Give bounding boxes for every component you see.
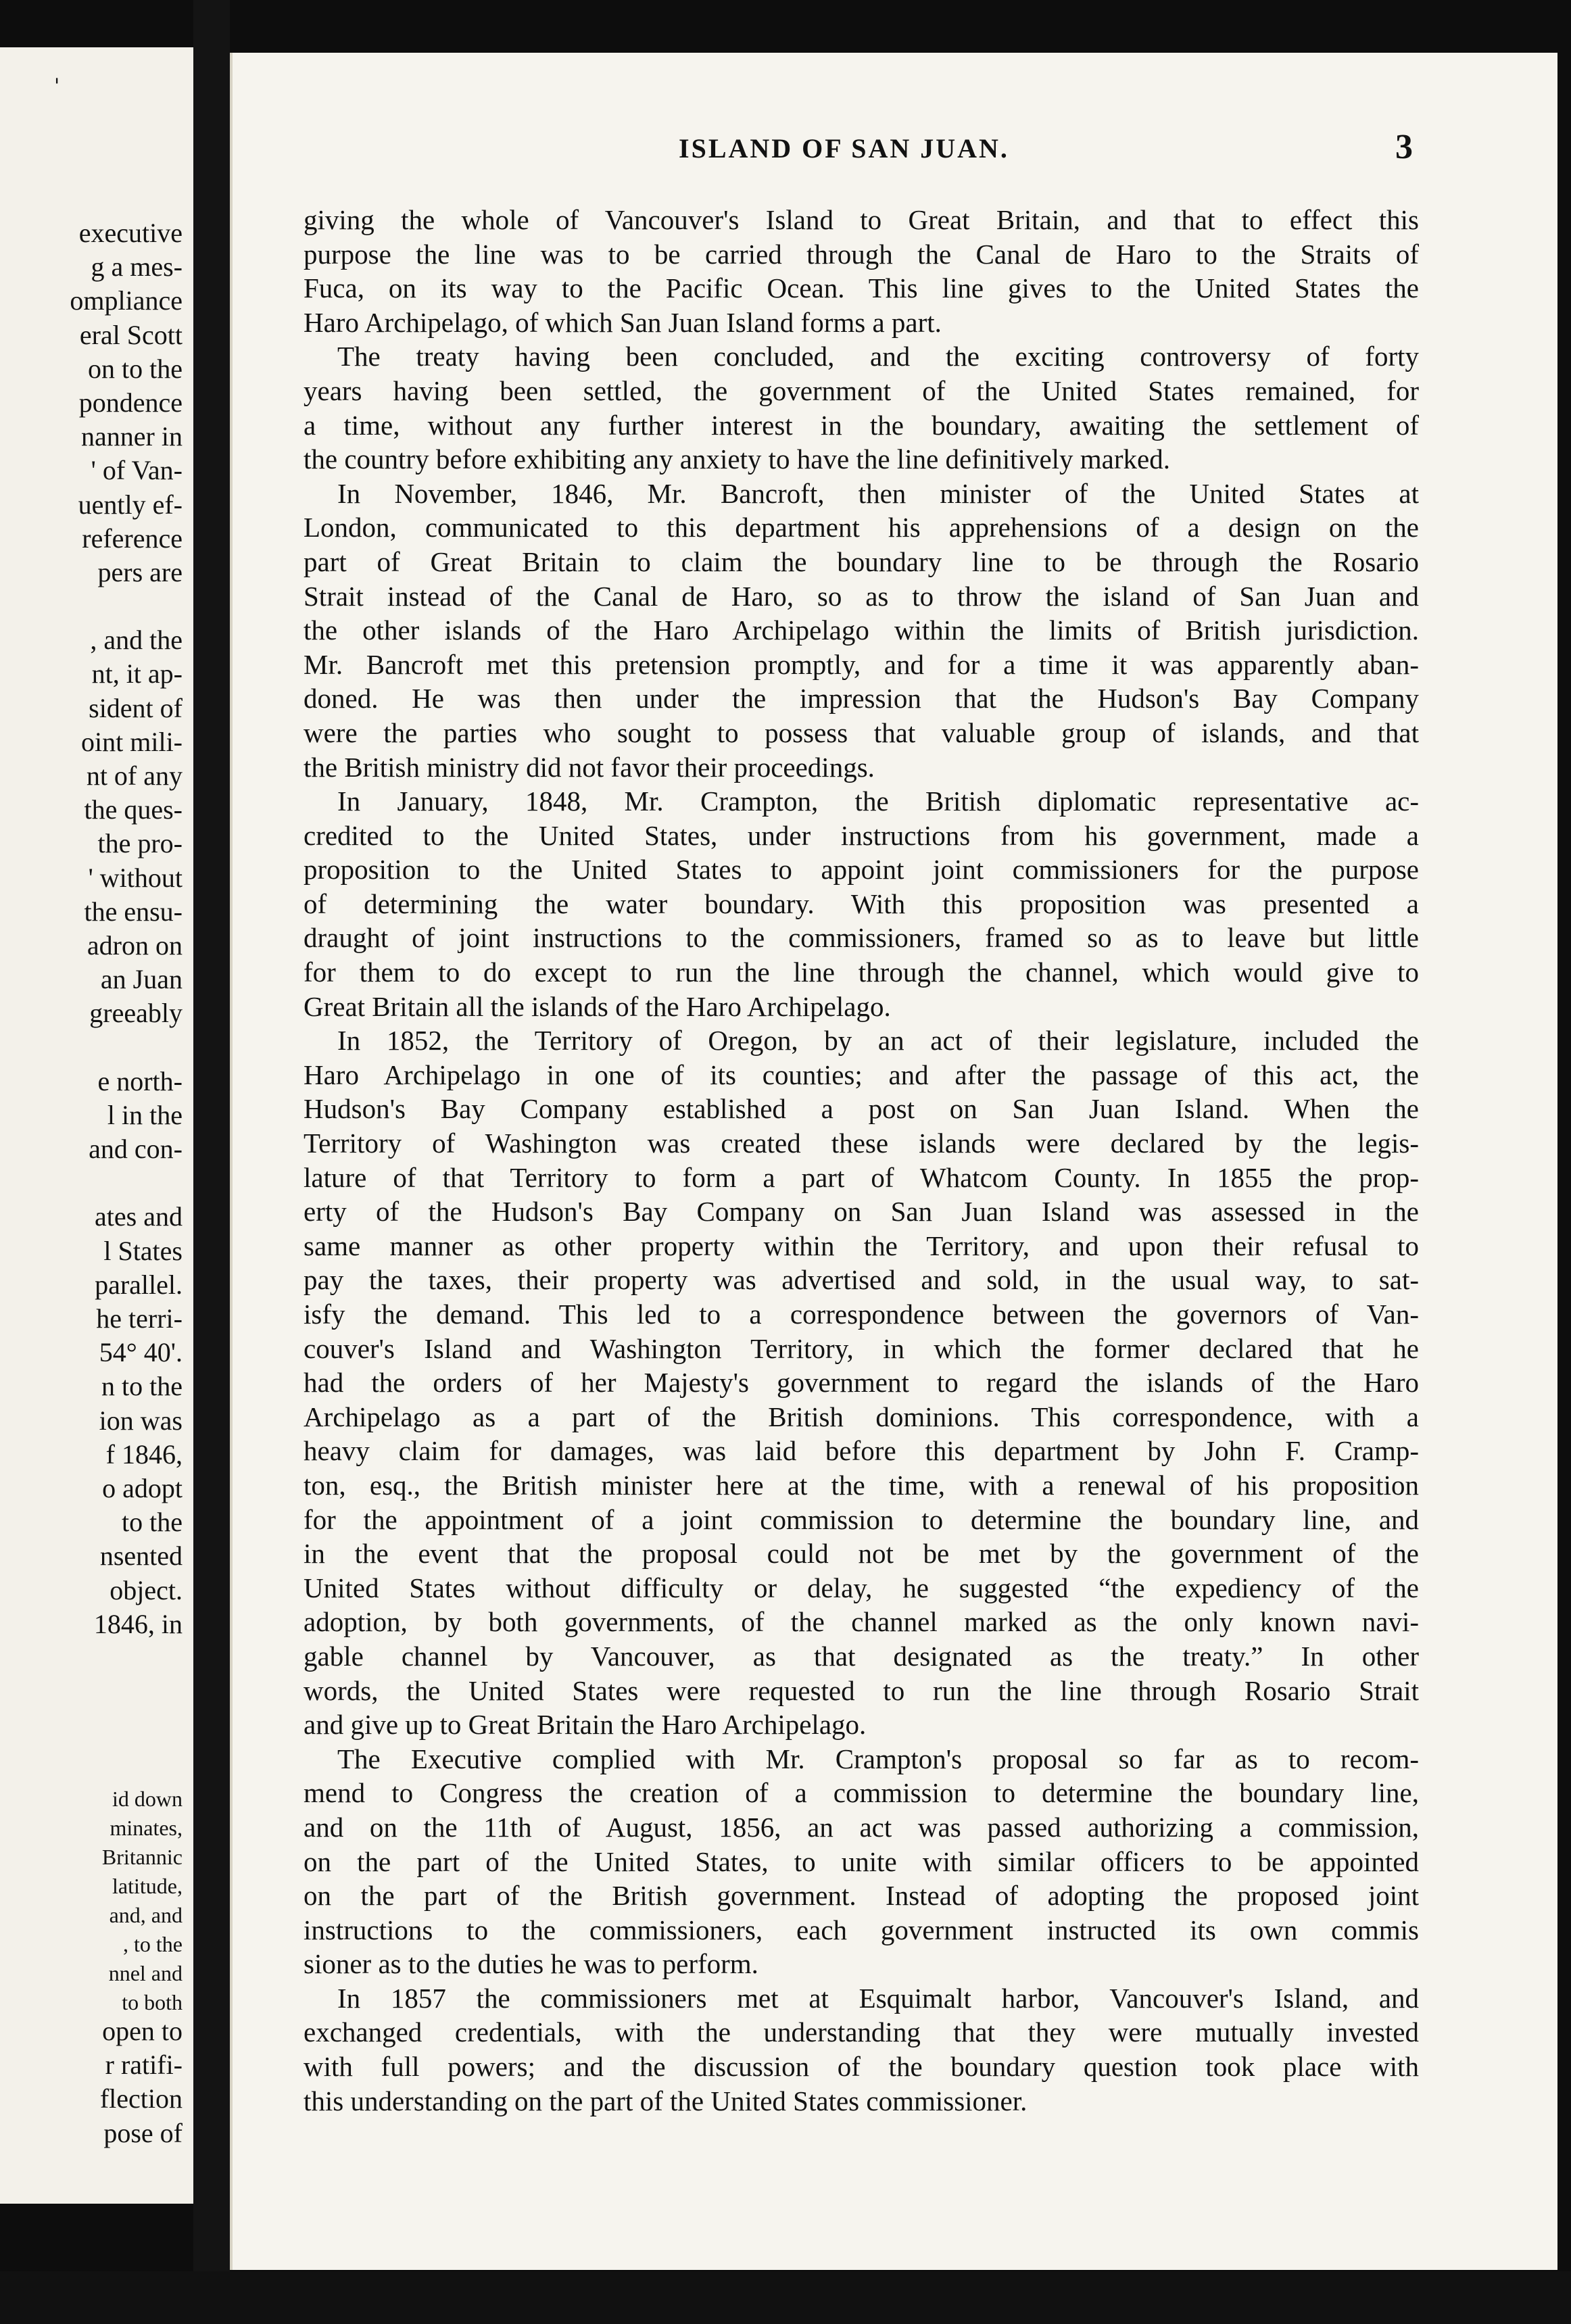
text-line: purpose the line was to be carried through the Canal de Haro to the Straits of: [304, 238, 1419, 270]
facing-page-mark: ': [54, 74, 60, 98]
facing-page-line: an Juan: [100, 964, 183, 995]
facing-page-line: ompliance: [70, 285, 183, 316]
page-number: 3: [1395, 128, 1413, 166]
facing-page-line: r ratifi-: [105, 2050, 183, 2081]
facing-page-line: [0, 589, 183, 623]
facing-page-line: and, and: [109, 1903, 183, 1927]
facing-page-line: ates and: [95, 1201, 183, 1232]
text-line: in the event that the proposal could not be met by the government of the: [304, 1538, 1419, 1570]
text-line: with full powers; and the discussion of the boundary question took place with: [304, 2051, 1419, 2083]
text-line: Great Britain all the islands of the Haro Archipelago.: [304, 990, 891, 1022]
text-line: doned. He was then under the impression that the Hudson's Bay Company: [304, 683, 1419, 715]
text-line: draught of joint instructions to the commissioners, framed so as to leave but little: [304, 922, 1419, 954]
text-line: lature of that Territory to form a part of Whatcom County. In 1855 the prop-: [304, 1161, 1419, 1193]
text-line: years having been settled, the government of the United States remained, for: [304, 374, 1419, 406]
facing-page-line: ' without: [88, 862, 183, 893]
text-line: Strait instead of the Canal de Haro, so as to throw the island of San Juan and: [304, 580, 1419, 612]
paragraph: [304, 339, 1419, 476]
facing-page-line: nnel and: [108, 1961, 183, 1985]
facing-page-footnote: [0, 1785, 183, 2017]
text-line: instructions to the commissioners, each government instructed its own commis: [304, 1914, 1419, 1945]
facing-page-line: , to the: [123, 1932, 183, 1956]
text-line: words, the United States were requested to run the line through Rosario Strait: [304, 1674, 1419, 1706]
facing-page-line: , and the: [90, 625, 183, 656]
facing-page-line: g a mes-: [91, 251, 183, 283]
facing-page-line: nsented: [99, 1541, 183, 1572]
facing-page-line: pose of: [103, 2117, 183, 2148]
text-line: United States without difficulty or delay, he suggested “the expediency of the: [304, 1572, 1419, 1603]
text-line: Territory of Washington was created these islands were declared by the legis-: [304, 1128, 1419, 1159]
text-line: In January, 1848, Mr. Crampton, the British diplomatic representative ac-: [337, 785, 1419, 817]
text-line: giving the whole of Vancouver's Island to Great Britain, and that to effect this: [304, 204, 1419, 235]
facing-page-line: adron on: [87, 929, 183, 961]
facing-page-line: greeably: [89, 998, 183, 1029]
text-line: the country before exhibiting any anxiety to have the line definitively marked.: [304, 443, 1170, 475]
facing-page-line: f 1846,: [105, 1438, 183, 1470]
page: [230, 53, 1557, 2270]
text-line: mend to Congress the creation of a commission to determine the boundary line,: [304, 1777, 1419, 1809]
text-line: same manner as other property within the Territory, and upon their refusal to: [304, 1230, 1419, 1261]
text-line: the British ministry did not favor their proceedings.: [304, 751, 875, 783]
facing-page-line: 54° 40'.: [99, 1337, 183, 1368]
facing-page-line: executive: [78, 218, 183, 248]
text-line: had the orders of her Majesty's government to regard the islands of the Haro: [304, 1367, 1419, 1399]
text-line: The Executive complied with Mr. Crampton's proposal so far as to recom-: [337, 1743, 1419, 1774]
text-line: on the part of the British government. Instead of adopting the proposed joint: [304, 1880, 1419, 1912]
facing-page-line: the pro-: [97, 828, 183, 859]
facing-page-line: l States: [103, 1235, 183, 1266]
text-line: a time, without any further interest in the boundary, awaiting the settlement of: [304, 409, 1419, 441]
text-line: the other islands of the Haro Archipelago within the limits of British jurisdiction.: [304, 614, 1419, 646]
text-line: for them to do except to run the line through the channel, which would give to: [304, 957, 1419, 988]
facing-page-line: [0, 1166, 183, 1200]
facing-page-line: 1846, in: [93, 1608, 183, 1639]
facing-page-line: open to: [102, 2016, 183, 2046]
text-line: sioner as to the duties he was to perform.: [304, 1948, 758, 1980]
facing-page-line: nt, it ap-: [91, 658, 183, 689]
text-line: Mr. Bancroft met this pretension promptly, and for a time it was apparently aban-: [304, 648, 1419, 680]
facing-page-line: he terri-: [96, 1303, 183, 1334]
paragraph: [304, 784, 1419, 1023]
text-line: gable channel by Vancouver, as that designated as the treaty.” In other: [304, 1640, 1419, 1672]
facing-page-line: sident of: [89, 692, 183, 723]
facing-page-line: nt of any: [86, 760, 183, 791]
facing-page-line: flection: [99, 2083, 183, 2114]
text-line: adoption, by both governments, of the channel marked as the only known navi-: [304, 1606, 1419, 1638]
text-line: Archipelago as a part of the British dominions. This correspondence, with a: [304, 1401, 1419, 1432]
facing-page-line: parallel.: [95, 1269, 183, 1300]
text-line: credited to the United States, under instructions from his government, made a: [304, 819, 1419, 851]
paragraph: [304, 203, 1419, 339]
facing-page-line: e north-: [97, 1065, 183, 1096]
text-line: The treaty having been concluded, and the exciting controversy of forty: [337, 341, 1419, 372]
text-line: of determining the water boundary. With this proposition was presented a: [304, 888, 1419, 919]
facing-page-text-bottom: [0, 2014, 183, 2150]
text-line: Fuca, on its way to the Pacific Ocean. This line gives to the United States the: [304, 272, 1419, 304]
facing-page-line: minates,: [110, 1816, 183, 1840]
text-line: In 1857 the commissioners met at Esquimalt harbor, Vancouver's Island, and: [337, 1982, 1419, 2014]
text-line: and give up to Great Britain the Haro Archipelago.: [304, 1709, 867, 1741]
facing-page-line: pers are: [97, 556, 183, 587]
text-line: isfy the demand. This led to a correspondence between the governors of Van-: [304, 1299, 1419, 1330]
text-line: Haro Archipelago, of which San Juan Island forms a part.: [304, 306, 942, 338]
facing-page-line: object.: [110, 1574, 183, 1605]
text-line: this understanding on the part of the United States commissioner.: [304, 2085, 1028, 2116]
text-line: pay the taxes, their property was advertised and sold, in the usual way, to sat-: [304, 1264, 1419, 1296]
facing-page-line: [0, 1031, 183, 1065]
text-line: exchanged credentials, with the understanding that they were mutually invested: [304, 2016, 1419, 2048]
text-line: part of Great Britain to claim the boundary line to be through the Rosario: [304, 546, 1419, 577]
facing-page-line: on to the: [88, 353, 183, 384]
text-line: on the part of the United States, to unite with similar officers to be appointed: [304, 1845, 1419, 1877]
facing-page-line: id down: [112, 1787, 183, 1811]
facing-page-line: nanner in: [81, 421, 183, 452]
running-title: ISLAND OF SAN JUAN.: [679, 133, 1009, 164]
facing-page-line: the ensu-: [84, 896, 183, 927]
facing-page-line: ' of Van-: [91, 455, 183, 486]
text-line: In 1852, the Territory of Oregon, by an act of their legislature, included the: [337, 1025, 1419, 1057]
facing-page-line: to the: [122, 1507, 183, 1538]
body-text: [304, 203, 1419, 2118]
text-line: Haro Archipelago in one of its counties; and after the passage of this act, the: [304, 1059, 1419, 1090]
text-line: Hudson's Bay Company established a post on San Juan Island. When the: [304, 1093, 1419, 1125]
text-line: heavy claim for damages, was laid before this department by John F. Cramp-: [304, 1435, 1419, 1467]
paragraph: [304, 1981, 1419, 2118]
facing-page-line: the ques-: [84, 794, 183, 825]
text-line: ton, esq., the British minister here at the time, with a renewal of his proposition: [304, 1469, 1419, 1501]
facing-page-line: oint mili-: [81, 726, 183, 757]
facing-page-line: n to the: [101, 1371, 183, 1402]
text-line: erty of the Hudson's Bay Company on San Juan Island was assessed in the: [304, 1196, 1419, 1228]
facing-page-line: pondence: [78, 387, 183, 418]
facing-page-line: uently ef-: [78, 489, 183, 520]
text-line: In November, 1846, Mr. Bancroft, then minister of the United States at: [337, 477, 1419, 509]
text-line: and on the 11th of August, 1856, an act was passed authorizing a commission,: [304, 1811, 1419, 1843]
book-gutter: [193, 0, 230, 2324]
facing-page-line: reference: [82, 523, 183, 554]
text-line: London, communicated to this department his apprehensions of a design on the: [304, 512, 1419, 543]
facing-page-line: Britannic: [101, 1845, 183, 1869]
text-line: were the parties who sought to possess that valuable group of islands, and that: [304, 717, 1419, 748]
facing-page-line: latitude,: [112, 1874, 183, 1898]
facing-page-line: eral Scott: [79, 319, 183, 350]
facing-page-line: to both: [122, 1990, 183, 2014]
text-line: proposition to the United States to appoint joint commissioners for the purpose: [304, 854, 1419, 886]
facing-page-fragment: [0, 47, 193, 2204]
text-line: for the appointment of a joint commission to determine the boundary line, and: [304, 1503, 1419, 1535]
paragraph: [304, 477, 1419, 784]
running-head: [233, 128, 1557, 173]
facing-page-text: [0, 216, 183, 1641]
facing-page-line: ion was: [99, 1405, 183, 1436]
facing-page-line: l in the: [107, 1099, 183, 1130]
scan-border: [0, 2271, 1571, 2324]
paragraph: [304, 1023, 1419, 1741]
facing-page-line: o adopt: [102, 1472, 183, 1503]
paragraph: [304, 1742, 1419, 1981]
facing-page-line: and con-: [89, 1134, 183, 1165]
text-line: couver's Island and Washington Territory, in which the former declared that he: [304, 1332, 1419, 1364]
